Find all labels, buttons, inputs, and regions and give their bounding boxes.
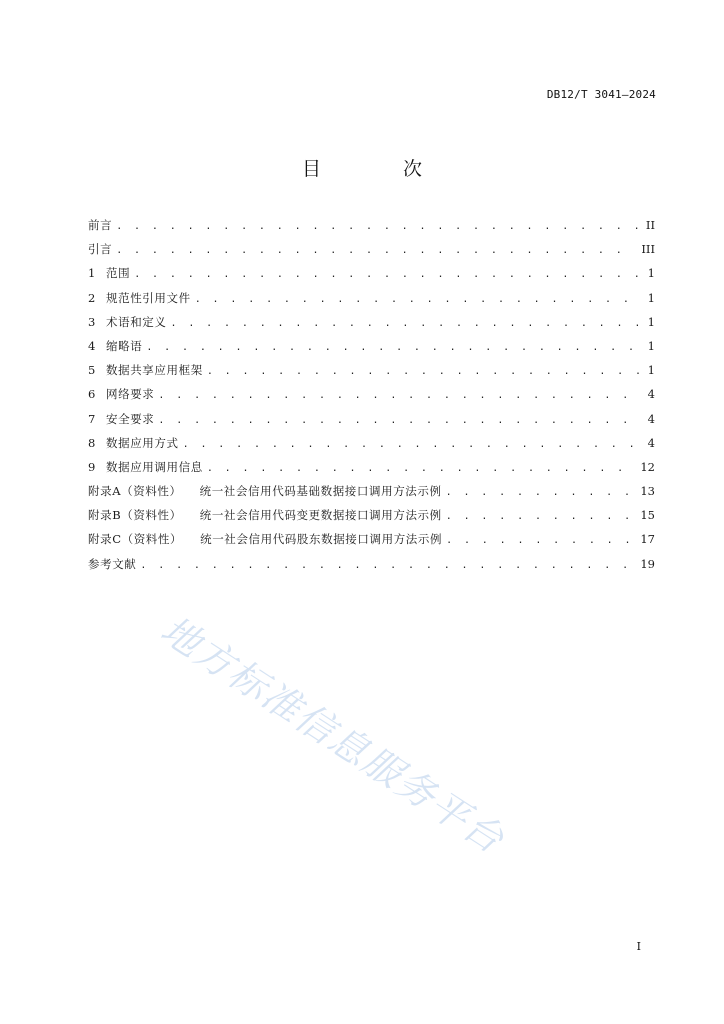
toc-entry-page: 4 bbox=[647, 435, 655, 450]
toc-entry-page: III bbox=[641, 242, 655, 257]
toc-entry-number: 2 bbox=[88, 290, 96, 305]
toc-leader-dots bbox=[446, 510, 635, 523]
toc-entry-label: 范围 bbox=[106, 266, 131, 281]
toc-entry-page: 1 bbox=[647, 266, 655, 281]
toc-leader-dots bbox=[171, 317, 640, 330]
toc-leader-dots bbox=[446, 486, 635, 499]
toc-leader-dots bbox=[158, 389, 639, 402]
toc-entry-number: 9 bbox=[88, 459, 96, 474]
toc-leader-dots bbox=[446, 534, 634, 547]
toc-leader-dots bbox=[134, 268, 639, 281]
toc-entry-number: 6 bbox=[88, 387, 96, 402]
toc-entry-section-1[interactable] bbox=[88, 267, 655, 291]
toc-entry-page: 13 bbox=[640, 484, 655, 499]
toc-leader-dots bbox=[207, 462, 635, 475]
toc-entry-section-6[interactable] bbox=[88, 388, 655, 412]
toc-leader-dots bbox=[183, 438, 639, 451]
toc-entry-section-5[interactable] bbox=[88, 364, 655, 388]
toc-entry-number: 5 bbox=[88, 363, 96, 378]
toc-entry-label: 引言 bbox=[88, 242, 113, 257]
appendix-title: 统一社会信用代码股东数据接口调用方法示例 bbox=[200, 532, 443, 547]
toc-leader-dots bbox=[158, 414, 639, 427]
toc-leader-dots bbox=[140, 559, 634, 572]
toc-entry-label: 参考文献 bbox=[88, 556, 137, 571]
toc-entry-page: 17 bbox=[640, 532, 655, 547]
toc-leader-dots bbox=[195, 293, 639, 306]
toc-entry-label: 数据应用方式 bbox=[106, 435, 179, 450]
toc-entry-page: 15 bbox=[640, 508, 655, 523]
appendix-label: 附录A（资料性） bbox=[88, 484, 182, 499]
toc-entry-number: 7 bbox=[88, 411, 96, 426]
toc-entry-label: 术语和定义 bbox=[106, 314, 167, 329]
toc-entry-number: 3 bbox=[88, 314, 96, 329]
page-title: 目 次 bbox=[301, 158, 461, 180]
toc-entry-page: 1 bbox=[647, 363, 655, 378]
appendix-label: 附录B（资料性） bbox=[88, 508, 182, 523]
table-of-contents bbox=[88, 219, 655, 582]
toc-leader-dots bbox=[116, 220, 639, 233]
document-code: DB12/T 3041—2024 bbox=[546, 88, 656, 101]
toc-entry-page: 12 bbox=[640, 459, 655, 474]
toc-entry-page: 4 bbox=[647, 411, 655, 426]
toc-entry-introduction[interactable] bbox=[88, 243, 655, 267]
appendix-title: 统一社会信用代码变更数据接口调用方法示例 bbox=[199, 508, 442, 523]
toc-entry-section-8[interactable] bbox=[88, 437, 655, 461]
toc-entry-page: 19 bbox=[640, 556, 655, 571]
toc-entry-label: 前言 bbox=[88, 218, 113, 232]
toc-entry-bibliography[interactable] bbox=[88, 558, 655, 582]
toc-entry-label bbox=[88, 485, 442, 498]
toc-entry-label bbox=[88, 533, 442, 546]
toc-entry-appendix-a[interactable] bbox=[88, 485, 655, 509]
toc-entry-label: 数据共享应用框架 bbox=[106, 363, 203, 378]
toc-entry-page: 4 bbox=[647, 387, 655, 402]
toc-entry-foreword[interactable] bbox=[88, 219, 655, 243]
toc-entry-section-9[interactable] bbox=[88, 461, 655, 485]
toc-entry-label: 网络要求 bbox=[106, 387, 155, 402]
toc-entry-page: II bbox=[645, 218, 655, 232]
toc-entry-appendix-c[interactable] bbox=[88, 533, 655, 557]
toc-entry-section-4[interactable] bbox=[88, 340, 655, 364]
toc-entry-section-3[interactable] bbox=[88, 316, 655, 340]
toc-entry-appendix-b[interactable] bbox=[88, 509, 655, 533]
toc-leader-dots bbox=[146, 341, 639, 354]
watermark: 地方标准信息服务平台 bbox=[153, 607, 513, 863]
toc-entry-section-7[interactable] bbox=[88, 413, 655, 437]
toc-leader-dots bbox=[207, 365, 639, 378]
toc-entry-page: 1 bbox=[647, 338, 655, 353]
toc-entry-page: 1 bbox=[647, 314, 655, 329]
toc-entry-number: 4 bbox=[88, 338, 96, 353]
toc-entry-number: 1 bbox=[88, 266, 96, 281]
toc-leader-dots bbox=[116, 244, 635, 257]
toc-entry-label: 规范性引用文件 bbox=[106, 290, 191, 305]
appendix-title: 统一社会信用代码基础数据接口调用方法示例 bbox=[199, 484, 442, 499]
toc-entry-number: 8 bbox=[88, 435, 96, 450]
toc-entry-label: 数据应用调用信息 bbox=[106, 459, 203, 474]
toc-entry-section-2[interactable] bbox=[88, 292, 655, 316]
toc-entry-label: 缩略语 bbox=[106, 338, 143, 353]
toc-entry-label: 安全要求 bbox=[106, 411, 155, 426]
toc-entry-page: 1 bbox=[647, 290, 655, 305]
toc-entry-label bbox=[88, 509, 442, 522]
page-number: I bbox=[636, 940, 641, 953]
appendix-label: 附录C（资料性） bbox=[88, 532, 183, 547]
